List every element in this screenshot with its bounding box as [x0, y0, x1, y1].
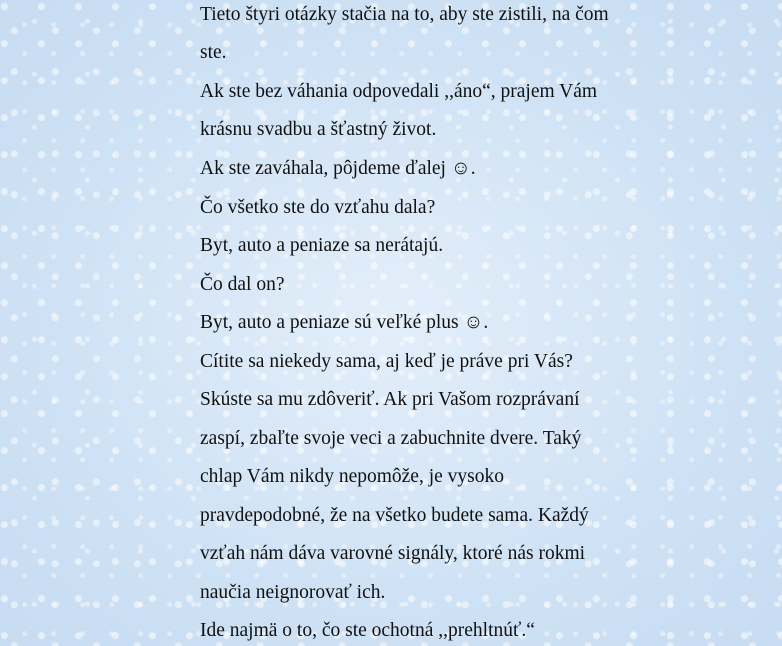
text-line: Čo všetko ste do vzťahu dala? [200, 197, 436, 218]
text-line: pravdepodobné, že na všetko budete sama. Každý [200, 505, 589, 526]
text-line: chlap Vám nikdy nepomôže, je vysoko [200, 466, 504, 487]
text-line: Ide najmä o to, čo ste ochotná ,,prehltnúť.“ [200, 620, 535, 641]
text-line: Byt, auto a peniaze sú veľké plus ☺. [200, 312, 489, 333]
text-line: ste. [200, 42, 227, 63]
text-line: vzťah nám dáva varovné signály, ktoré nás rokmi [200, 543, 586, 564]
text-line: Cítite sa niekedy sama, aj keď je práve pri Vás? [200, 351, 573, 372]
text-line: Tieto štyri otázky stačia na to, aby ste zistili, na čom [200, 4, 609, 25]
text-line: Skúste sa mu zdôveriť. Ak pri Vašom rozprávaní [200, 389, 580, 410]
text-line: Ak ste bez váhania odpovedali ,,áno“, prajem Vám [200, 81, 598, 102]
text-line: zaspí, zbaľte svoje veci a zabuchnite dvere. Taký [200, 428, 582, 449]
text-line: Ak ste zaváhala, pôjdeme ďalej ☺. [200, 158, 476, 179]
text-line: Čo dal on? [200, 274, 285, 295]
text-line: naučia neignorovať ich. [200, 582, 386, 603]
text-line: krásnu svadbu a šťastný život. [200, 119, 437, 140]
text-line: Byt, auto a peniaze sa nerátajú. [200, 235, 444, 256]
